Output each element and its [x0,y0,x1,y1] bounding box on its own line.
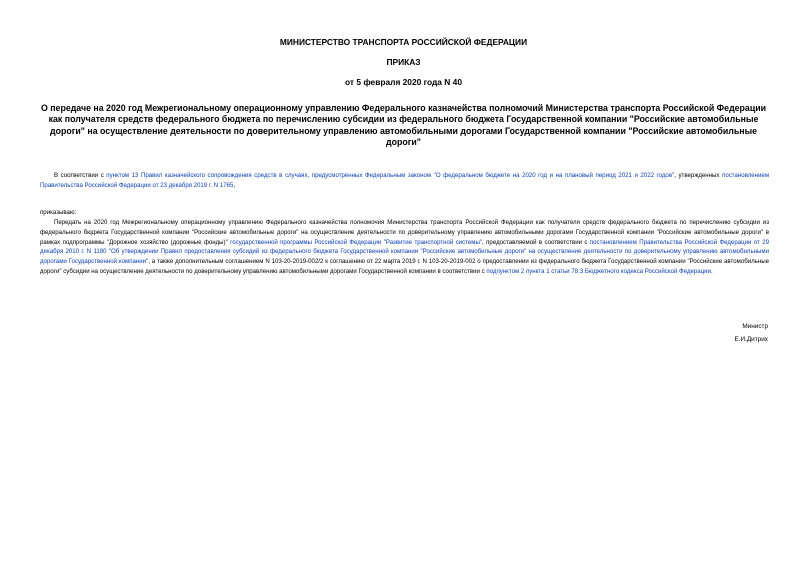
order-text-3: , а также дополнительным соглашением N 103-20-2019-002/2 к соглашению от 22 марта 2019 г. N 103-20-2019-002 о предоставлении из федерального бюджета Государственной компании "Российские автомобильные дороги" субсидии на осуществление деятельности по доверительному управлению автомобильными дорогами Государственной компании в соответствии с [40,258,769,275]
preamble-text-1: В соответствии с [54,172,107,179]
link-budget-code-article-78-3[interactable]: подпунктом 2 пункта 1 статьи 78.3 Бюджетного кодекса Российской Федерации [486,267,711,275]
document-title: О передаче на 2020 год Межрегиональному операционному управлению Федерального казначейства полномочий Министерства транспорта Российской Федерации как получателя средств федерального бюджета по перечислению субсидии из федерального бюджета Государственной компании "Российские автомобильные дороги" на осуществление деятельности по доверительному управлению автомобильными дорогами Государственной компании "Российские автомобильные дороги" [40,103,767,147]
preamble-text-2: , утвержденных [674,172,723,179]
order-text-1: Передать на 2020 год Межрегиональному операционному управлению Федерального казначейства полномочия Министерства транспорта Российской Федерации как получателя средств федерального бюджета по перечислению субсидии из федерального бюджета Государственной компании "Российские автомобильные дороги" на осуществление деятельности по доверительному управлению автомобильными дорогами Государственной компании "Российские автомобильные дороги" в рамках подпрограммы "Дорожное хозяйство (дорожные фонды)" [40,219,769,246]
signature-block [734,321,768,346]
ministry-heading: МИНИСТЕРСТВО ТРАНСПОРТА РОССИЙСКОЙ ФЕДЕРАЦИИ [279,37,528,47]
signature-position: Министр [742,323,768,330]
document-date-number: от 5 февраля 2020 года N 40 [345,77,462,87]
link-state-program-transport[interactable]: государственной программы Российской Федерации "Развитие транспортной системы" [230,238,483,246]
link-treasury-rules-clause-13[interactable]: пунктом 13 Правил казначейского сопровождения средств в случаях, предусмотренных Федеральным законом "О федеральном бюджете на 2020 год и на плановый период 2021 и 2022 годов" [106,172,675,179]
link-government-resolution-1180[interactable]: постановлением Правительства Российской Федерации от 29 декабря 2010 г. N 1180 "Об утверждении Правил предоставления субсидий из федерального бюджета Государственной компании "Российские автомобильные дороги" на осуществление деятельности по доверительному управлению автомобильными дорогами Государственной компании" [40,238,769,266]
document-type: ПРИКАЗ [386,57,421,67]
order-text-4: . [710,267,713,275]
preamble-text-3: , [233,181,236,189]
link-government-resolution-1765[interactable]: постановлением Правительства Российской Федерации от 23 декабря 2019 г. N 1765 [40,172,770,189]
signature-name: Е.И.Дитрих [734,335,768,343]
order-word: приказываю: [40,209,77,216]
order-paragraph [40,218,769,277]
order-text-2: , предоставляемой в соответствии с [482,238,590,246]
preamble-paragraph [40,171,769,191]
